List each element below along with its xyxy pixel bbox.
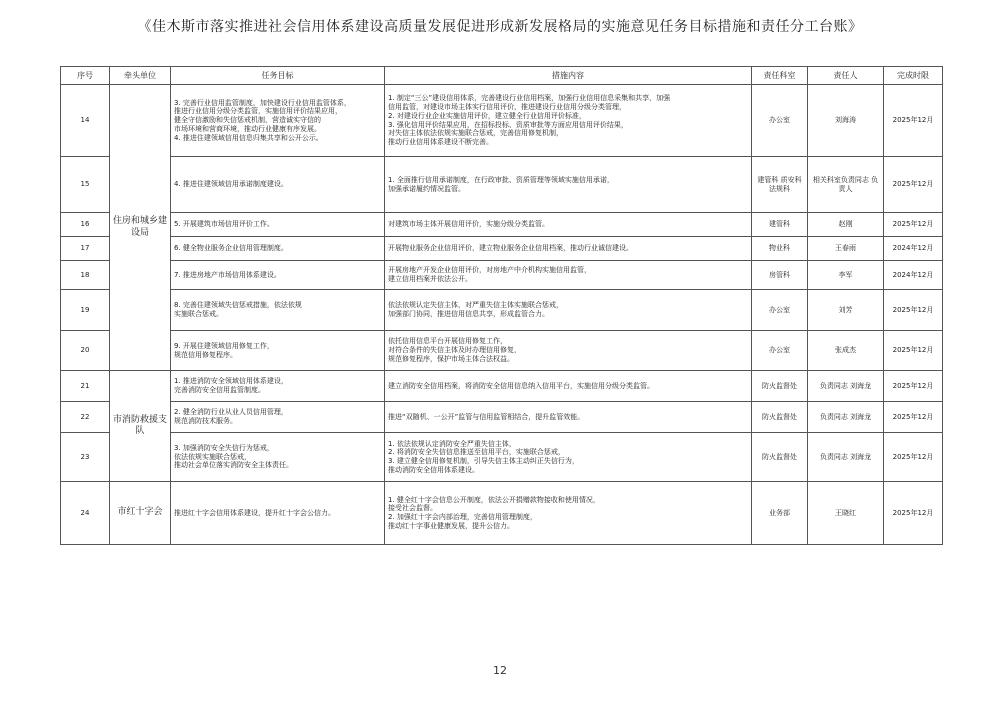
responsible-dept-cell: 建管科 (752, 213, 808, 237)
task-goal-cell-line: 规范消防技术服务。 (174, 417, 237, 425)
measures-cell-line: 对符合条件的失信主体及时办理信用修复， (388, 346, 521, 355)
responsible-person-cell: 负责同志 刘海龙 (808, 371, 884, 402)
row-number-cell: 15 (61, 157, 110, 213)
row-number-cell: 20 (61, 331, 110, 371)
task-goal-cell-line: 9. 开展住建领域信用修复工作， (174, 341, 274, 350)
table-row (61, 331, 943, 371)
row-number-cell: 21 (61, 371, 110, 402)
task-goal-cell-line: 依法依规实施联合惩戒， (174, 452, 251, 461)
task-goal-cell-line: 4. 推进住建领域信用信息归集共享和公开公示。 (174, 133, 323, 142)
header-no: 序号 (61, 67, 110, 85)
deadline-cell: 2025年12月 (884, 433, 943, 482)
task-goal-cell-line: 6. 健全物业服务企业信用管理制度。 (174, 244, 288, 253)
measures-cell-line: 2. 对建设行业企业实施信用评价，建立健全行业信用评价标准， (388, 111, 586, 120)
measures-cell (385, 213, 752, 237)
task-goal-cell-line: 3. 加强消防安全失信行为惩戒， (174, 443, 274, 452)
responsible-dept-cell: 办公室 (752, 290, 808, 331)
responsible-dept-cell: 防火监督处 (752, 402, 808, 433)
measures-cell (385, 290, 752, 331)
task-goal-cell (171, 331, 385, 371)
task-goal-cell-line: 1. 推进消防安全领域信用体系建设， (174, 377, 288, 386)
table-row (61, 261, 943, 290)
header-lead-unit: 牵头单位 (110, 67, 171, 85)
responsible-person-cell: 赵刚 (808, 213, 884, 237)
measures-cell (385, 402, 752, 433)
deadline-cell: 2025年12月 (884, 85, 943, 157)
task-goal-cell (171, 213, 385, 237)
task-goal-cell (171, 482, 385, 545)
row-number-cell: 22 (61, 402, 110, 433)
measures-cell-line: 规范修复程序，保护市场主体合法权益。 (388, 354, 514, 363)
measures-cell (385, 261, 752, 290)
task-goal-cell (171, 371, 385, 402)
measures-cell-line: 加强部门协同，推进信用信息共享，形成监管合力。 (388, 310, 549, 318)
deadline-cell: 2025年12月 (884, 331, 943, 371)
deadline-cell: 2025年12月 (884, 402, 943, 433)
measures-cell-line: 1. 健全红十字会信息公开制度，依法公开捐赠款物接收和使用情况， (388, 495, 600, 504)
task-goal-cell (171, 290, 385, 331)
measures-cell-line: 3. 强化信用评价结果应用，在招标投标、资质审批等方面应用信用评价结果， (388, 120, 628, 129)
table-row (61, 237, 943, 261)
responsible-dept-cell: 防火监督处 (752, 433, 808, 482)
measures-cell-line: 依法依规认定失信主体，对严重失信主体实施联合惩戒， (388, 301, 563, 310)
measures-cell-line: 2. 加强红十字会内部治理，完善信用管理制度， (388, 513, 537, 521)
deadline-cell: 2025年12月 (884, 482, 943, 545)
responsible-dept-cell: 业务部 (752, 482, 808, 545)
responsible-person-cell: 张成杰 (808, 331, 884, 371)
responsible-person-cell: 刘芳 (808, 290, 884, 331)
task-goal-cell-line: 健全守信激励和失信惩戒机制，营造诚实守信的 (174, 116, 321, 125)
deadline-cell: 2025年12月 (884, 290, 943, 331)
responsible-person-cell: 负责同志 刘海龙 (808, 402, 884, 433)
row-number-cell: 19 (61, 290, 110, 331)
table-row (61, 402, 943, 433)
responsible-person-cell: 王春雨 (808, 237, 884, 261)
task-ledger-table (60, 66, 943, 545)
responsible-dept-cell: 物业科 (752, 237, 808, 261)
task-goal-cell-line: 推动社会单位落实消防安全主体责任。 (174, 461, 293, 470)
deadline-cell: 2024年12月 (884, 237, 943, 261)
task-goal-cell-line: 推进行业信用分级分类监管，实施信用评价结果应用， (174, 107, 342, 116)
task-goal-cell-line: 推进红十字会信用体系建设，提升红十字会公信力。 (174, 508, 335, 517)
row-number-cell: 14 (61, 85, 110, 157)
row-number-cell: 18 (61, 261, 110, 290)
header-measures: 措施内容 (385, 67, 752, 85)
task-goal-cell-line: 市场环境和营商环境，推动行业健康有序发展。 (174, 124, 321, 133)
table-row (61, 213, 943, 237)
header-goal: 任务目标 (171, 67, 385, 85)
responsible-dept-cell: 办公室 (752, 331, 808, 371)
task-goal-cell (171, 433, 385, 482)
measures-cell-line: 依托信用信息平台开展信用修复工作， (388, 337, 507, 346)
measures-cell (385, 85, 752, 157)
measures-cell-line: 开展房地产开发企业信用评价，对房地产中介机构实施信用监管， (388, 266, 591, 275)
measures-cell-line: 推动行业信用体系建设不断完善。 (388, 138, 493, 146)
measures-cell-line: 1. 依法依规认定消防安全严重失信主体， (388, 439, 516, 448)
task-goal-cell-line: 规范信用修复程序。 (174, 350, 237, 359)
table-header-row (61, 67, 943, 85)
row-number-cell: 16 (61, 213, 110, 237)
task-goal-cell-line: 5. 开展建筑市场信用评价工作。 (174, 220, 274, 229)
responsible-dept-cell: 办公室 (752, 85, 808, 157)
row-number-cell: 24 (61, 482, 110, 545)
task-goal-cell-line: 4. 推进住建领域信用承诺制度建设。 (174, 180, 288, 189)
measures-cell-line: 接受社会监督。 (388, 504, 437, 513)
responsible-person-cell: 刘海涛 (808, 85, 884, 157)
header-deadline: 完成时限 (884, 67, 943, 85)
lead-unit-cell: 住房和城乡建设局 (110, 85, 171, 371)
measures-cell-line: 建立信用档案并依法公开。 (388, 275, 472, 283)
responsible-dept-cell: 防火监督处 (752, 371, 808, 402)
task-goal-cell-line: 8. 完善住建领域失信惩戒措施，依法依规 (174, 301, 302, 310)
lead-unit-cell: 市红十字会 (110, 482, 171, 545)
measures-cell-line: 推进“双随机、一公开”监管与信用监管相结合，提升监管效能。 (388, 412, 585, 421)
measures-cell (385, 331, 752, 371)
task-goal-cell-line: 2. 健全消防行业从业人员信用管理， (174, 408, 288, 417)
header-dept: 责任科室 (752, 67, 808, 85)
measures-cell (385, 157, 752, 213)
document-title: 《佳木斯市落实推进社会信用体系建设高质量发展促进形成新发展格局的实施意见任务目标措施和责任分工台账》 (137, 19, 863, 35)
measures-cell-line: 推动消防安全信用体系建设。 (388, 465, 479, 474)
table-row (61, 371, 943, 402)
deadline-cell: 2025年12月 (884, 371, 943, 402)
task-goal-cell (171, 402, 385, 433)
measures-cell (385, 237, 752, 261)
task-goal-cell (171, 237, 385, 261)
responsible-person-cell: 李军 (808, 261, 884, 290)
task-goal-cell-line: 实施联合惩戒。 (174, 310, 223, 318)
measures-cell (385, 482, 752, 545)
deadline-cell: 2025年12月 (884, 213, 943, 237)
measures-cell (385, 433, 752, 482)
header-person: 责任人 (808, 67, 884, 85)
lead-unit-cell: 市消防救援支队 (110, 371, 171, 482)
measures-cell-line: 对失信主体依法依规实施联合惩戒，完善信用修复机制， (388, 129, 563, 138)
task-goal-cell-line: 完善消防安全信用监管制度。 (174, 386, 265, 394)
page-number: 12 (493, 664, 507, 677)
table-row (61, 85, 943, 157)
measures-cell-line: 加强承诺履约情况监管。 (388, 184, 465, 193)
table-row (61, 482, 943, 545)
measures-cell-line: 3. 建立健全信用修复机制，引导失信主体主动纠正失信行为， (388, 457, 579, 465)
measures-cell-line: 1. 全面推行信用承诺制度，在行政审批、资质管理等领域实施信用承诺， (388, 175, 614, 184)
measures-cell-line: 建立消防安全信用档案，将消防安全信用信息纳入信用平台，实施信用分级分类监管。 (388, 381, 654, 390)
deadline-cell: 2024年12月 (884, 261, 943, 290)
measures-cell-line: 信用监管，对建设市场主体实行信用评价，推进建设行业信用分级分类管理， (388, 103, 626, 111)
measures-cell-line: 1. 制定“三公”建设信用体系，完善建设行业信用档案，加强行业信用信息采集和共享，加强 (388, 94, 671, 103)
responsible-dept-cell: 建管科 质安科 法规科 (752, 157, 808, 213)
table-row (61, 157, 943, 213)
measures-cell-line: 对建筑市场主体开展信用评价，实施分级分类监管。 (388, 220, 549, 229)
task-goal-cell (171, 85, 385, 157)
measures-cell-line: 2. 将消防安全失信信息推送至信用平台，实施联合惩戒， (388, 448, 565, 457)
task-goal-cell-line: 3. 完善行业信用监管制度，加快建设行业信用监管体系， (174, 98, 351, 107)
row-number-cell: 17 (61, 237, 110, 261)
measures-cell-line: 推动红十字事业健康发展，提升公信力。 (388, 521, 514, 530)
responsible-dept-cell: 房管科 (752, 261, 808, 290)
responsible-person-cell: 相关科室负责同志 负责人 (808, 157, 884, 213)
task-goal-cell (171, 261, 385, 290)
deadline-cell: 2025年12月 (884, 157, 943, 213)
measures-cell (385, 371, 752, 402)
task-goal-cell (171, 157, 385, 213)
responsible-person-cell: 王晓红 (808, 482, 884, 545)
responsible-person-cell: 负责同志 刘海龙 (808, 433, 884, 482)
table-row (61, 290, 943, 331)
table-row (61, 433, 943, 482)
task-goal-cell-line: 7. 推进房地产市场信用体系建设。 (174, 270, 281, 279)
row-number-cell: 23 (61, 433, 110, 482)
measures-cell-line: 开展物业服务企业信用评价，建立物业服务企业信用档案，推动行业诚信建设。 (388, 244, 633, 253)
